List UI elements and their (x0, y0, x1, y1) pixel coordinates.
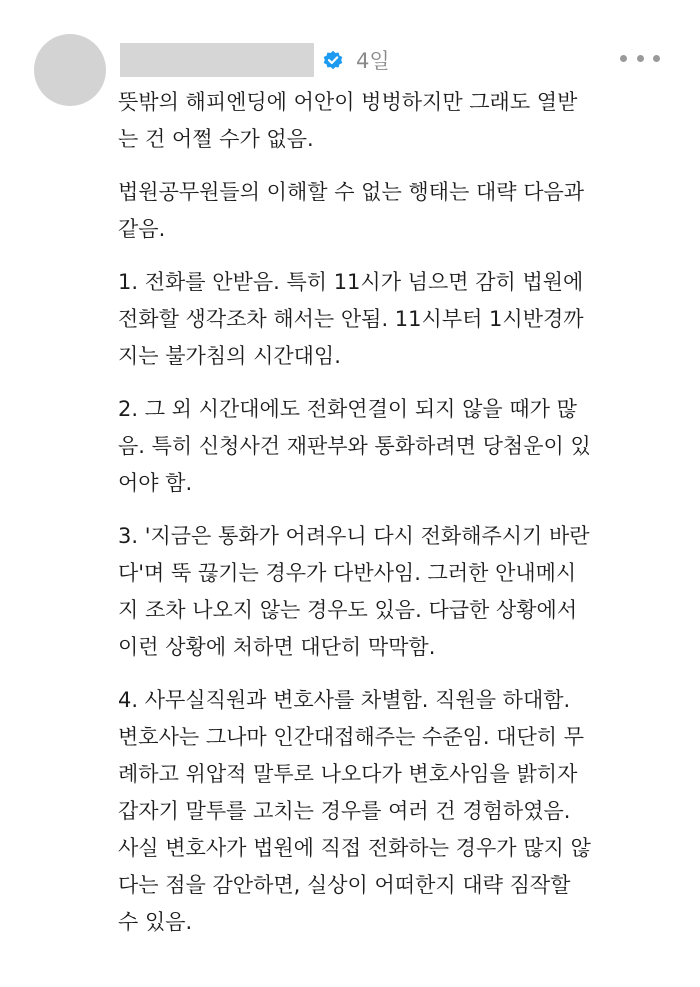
post-paragraph: 1. 전화를 안받음. 특히 11시가 넘으면 감히 법원에 전화할 생각조차 해서는 안됨. 11시부터 1시반경까 지는 불가침의 시간대임. (118, 270, 584, 368)
post-timestamp[interactable]: 4일 (356, 49, 390, 73)
post-header (120, 40, 390, 80)
post-body (118, 84, 666, 957)
post-paragraph: 뜻밖의 해피엔딩에 어안이 벙벙하지만 그래도 열받 는 건 어쩔 수가 없음. (118, 90, 578, 151)
redacted-username[interactable] (120, 43, 314, 77)
avatar[interactable] (34, 34, 106, 106)
verified-badge-icon (322, 49, 344, 71)
post-paragraph: 2. 그 외 시간대에도 전화연결이 되지 않을 때가 많 음. 특히 신청사건 재판부와 통화하려면 당첨운이 있 어야 함. (118, 397, 591, 495)
post-paragraph: 3. '지금은 통화가 어려우니 다시 전화해주시기 바란 다'며 뚝 끊기는 경우가 다반사임. 그러한 안내메시 지 조차 나오지 않는 경우도 있음. 다급한 상황에서 이런 상황에 처하면 대단히 막막함. (118, 524, 590, 659)
post-paragraph: 4. 사무실직원과 변호사를 차별함. 직원을 하대함. 변호사는 그나마 인간대접해주는 수준임. 대단히 무 례하고 위압적 말투로 나오다가 변호사임을 밝히자 갑자기 말투를 고치는 경우를 여러 건 경험하였음. 사실 변호사가 법원에 직접 전화하는 경우가 많지 않 다는 점을 감안하면, 실상이 어떠한지 대략 짐작할 수 있음. (118, 688, 591, 934)
post-paragraph: 법원공무원들의 이해할 수 없는 행태는 대략 다음과 같음. (118, 180, 585, 241)
more-options-icon[interactable] (620, 52, 660, 64)
